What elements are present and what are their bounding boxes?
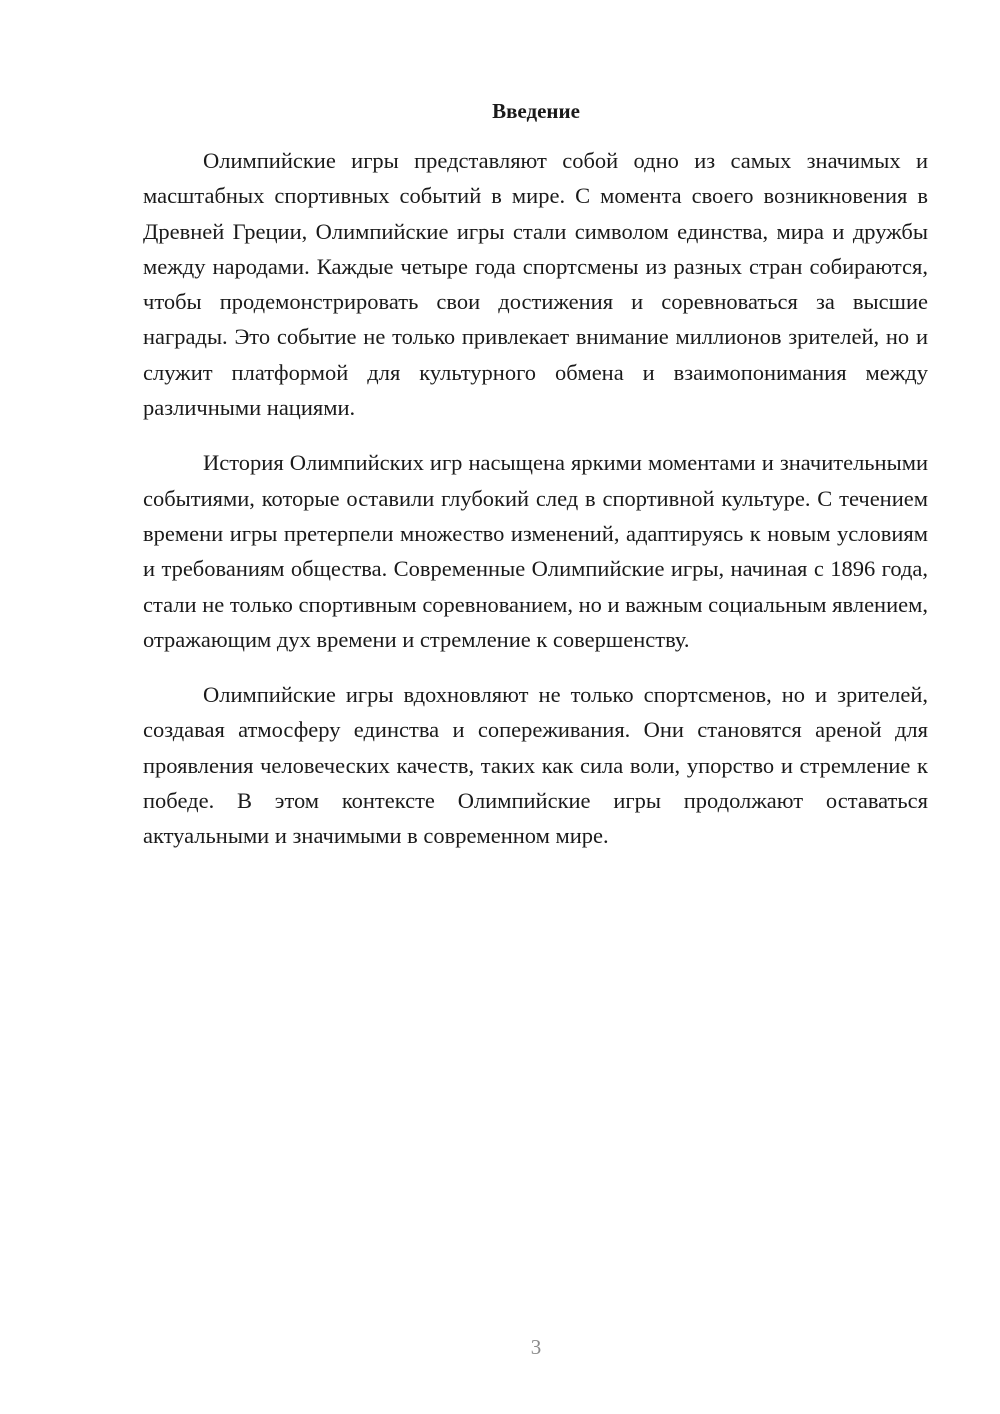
paragraph-3: Олимпийские игры вдохновляют не только спортсменов, но и зрителей, создавая атмосферу единства и сопереживания. Они становятся ареной для проявления человеческих качеств, таких как сила воли, упорство и стремление к победе. В этом контексте Олимпийские игры продолжают оставаться актуальными и значимыми в современном мире. [143, 682, 928, 849]
body-text [143, 143, 928, 874]
paragraph-2: История Олимпийских игр насыщена яркими моментами и значительными событиями, которые оставили глубокий след в спортивной культуре. С течением времени игры претерпели множество изменений, адаптируясь к новым условиям и требованиям общества. Современные Олимпийские игры, начиная с 1896 года, стали не только спортивным соревнованием, но и важным социальным явлением, отражающим дух времени и стремление к совершенству. [143, 450, 928, 652]
paragraph-1: Олимпийские игры представляют собой одно из самых значимых и масштабных спортивных событий в мире. С момента своего возникновения в Древней Греции, Олимпийские игры стали символом единства, мира и дружбы между народами. Каждые четыре года спортсмены из разных стран собираются, чтобы продемонстрировать свои достижения и соревноваться за высшие награды. Это событие не только привлекает внимание миллионов зрителей, но и служит платформой для культурного обмена и взаимопонимания между различными нациями. [143, 148, 928, 421]
page-number: 3 [530, 1335, 542, 1359]
section-heading: Введение [492, 99, 580, 123]
